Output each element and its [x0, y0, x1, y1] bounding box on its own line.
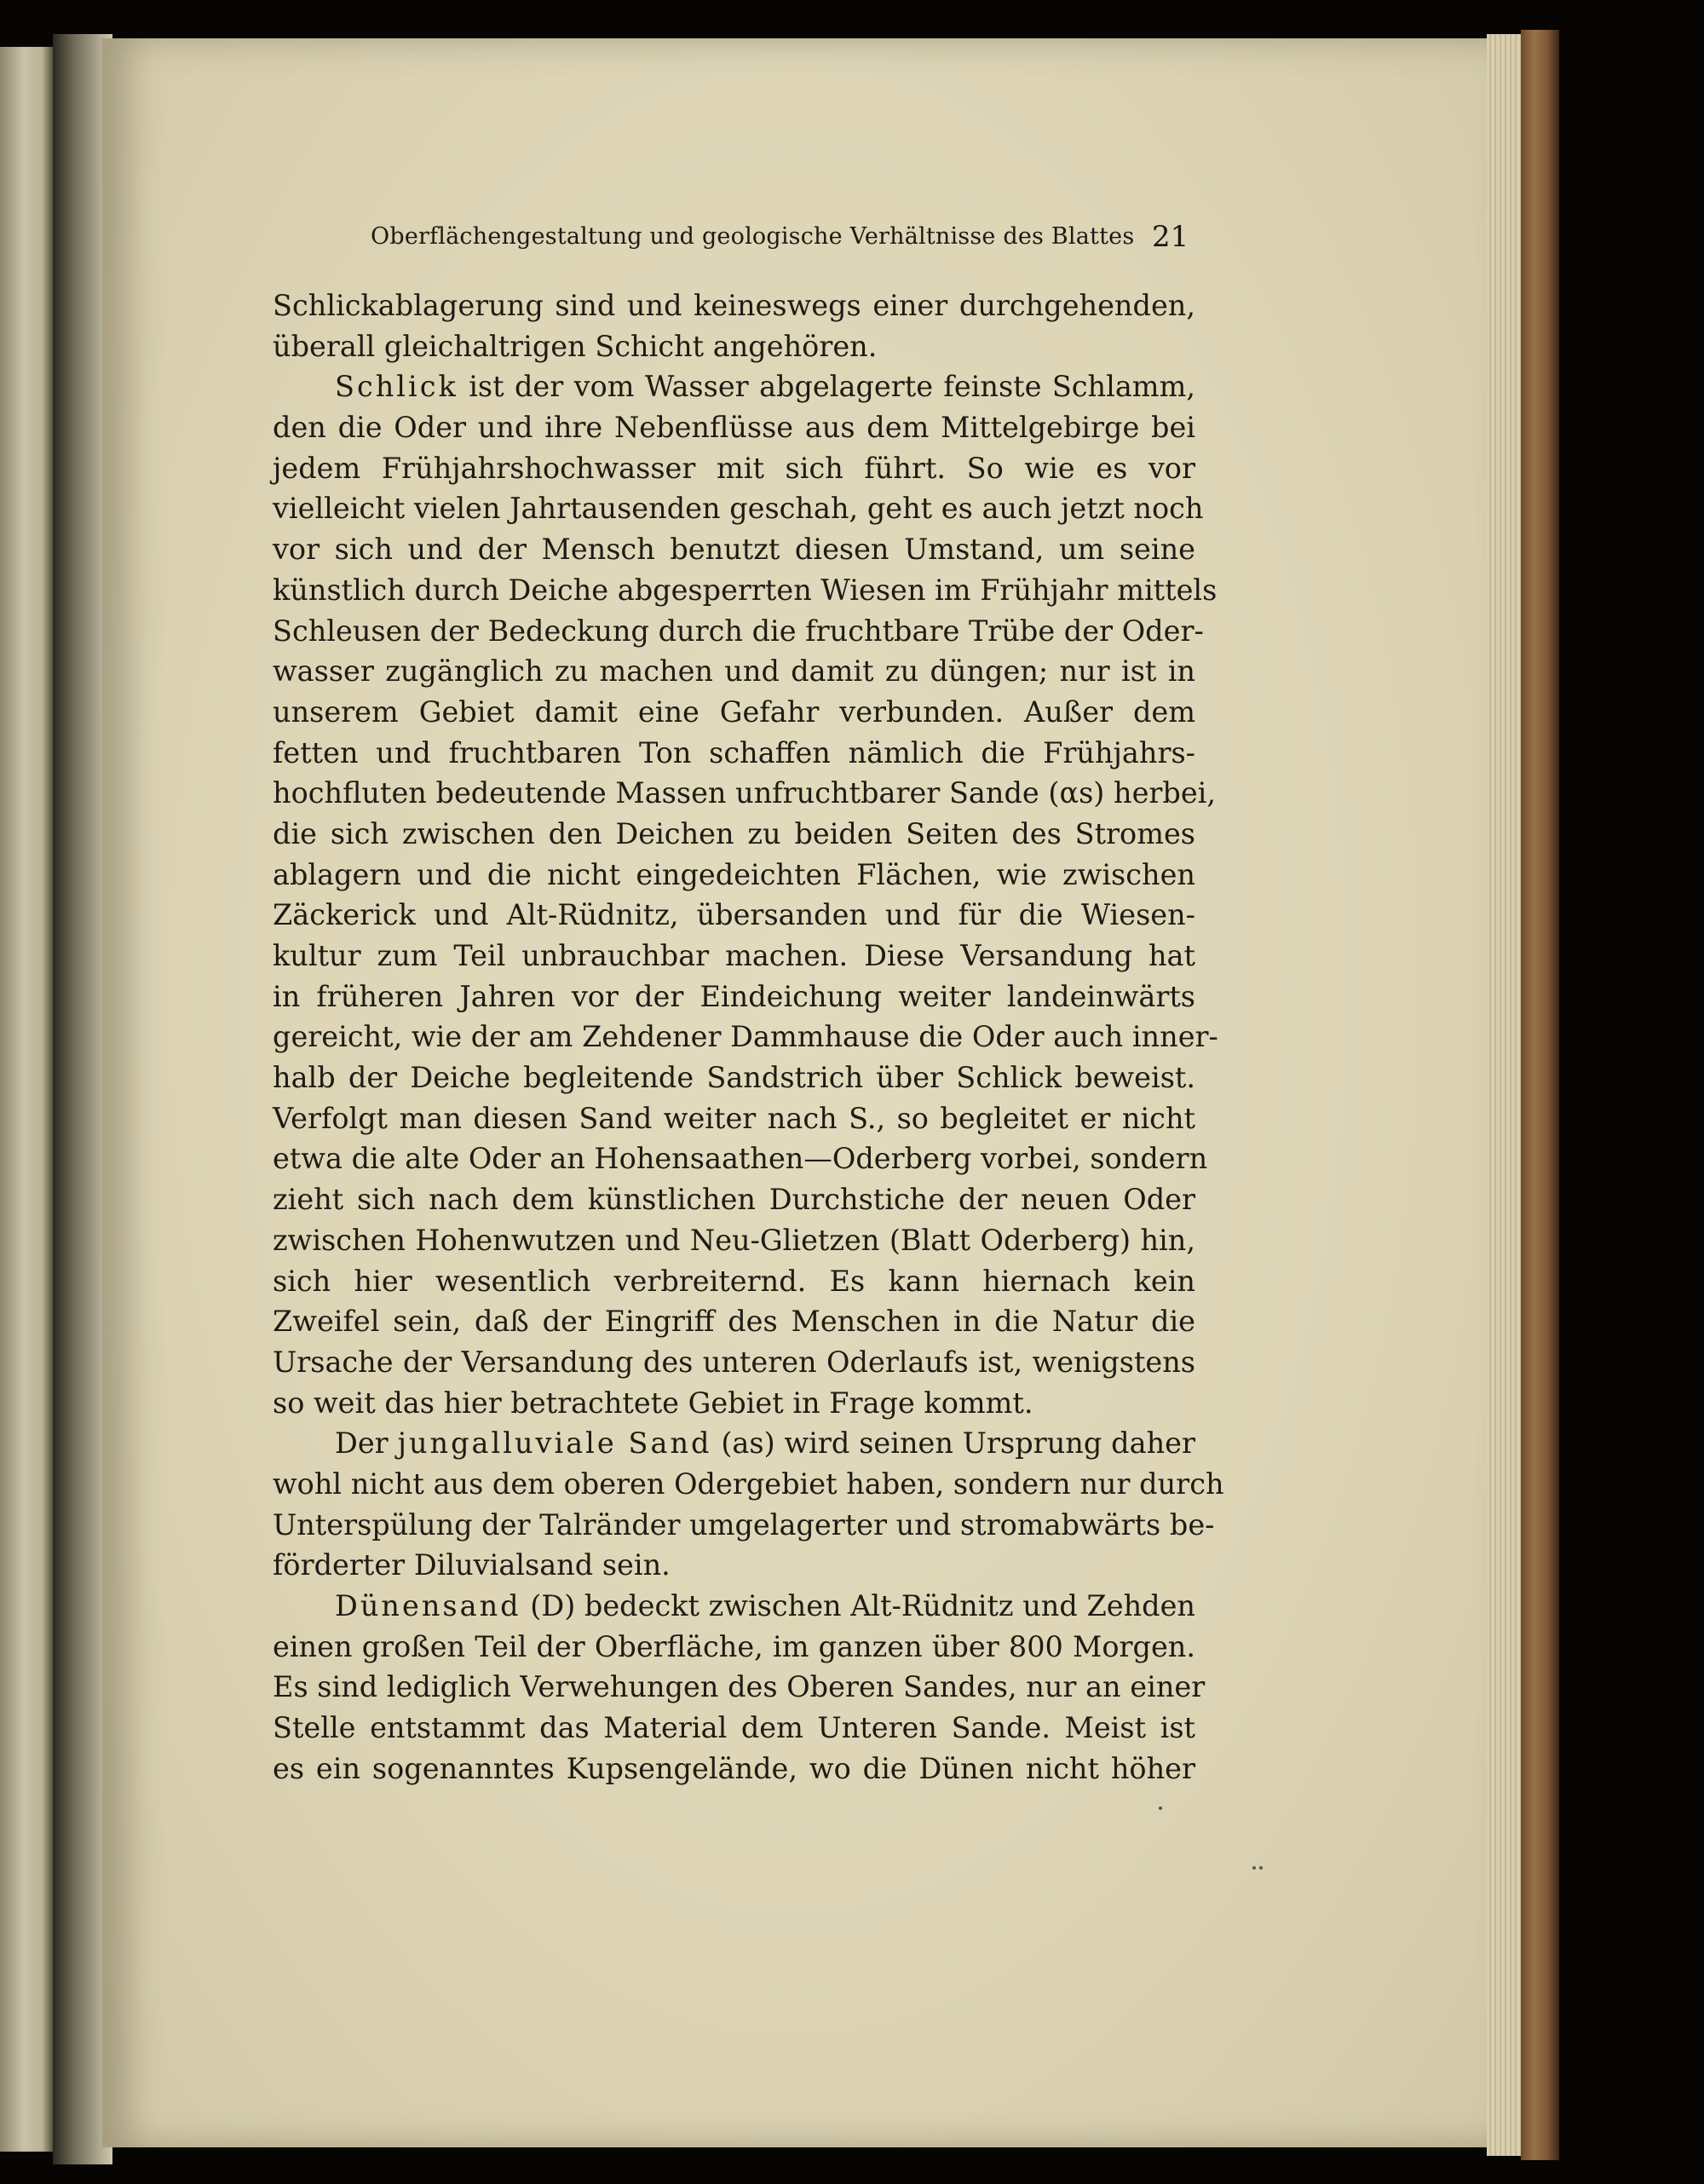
text-line: einen großen Teil der Oberfläche, im ganzen über 800 Morgen. [273, 1629, 1195, 1663]
text-line: Zäckerick und Alt-Rüdnitz, übersanden und für die Wiesen- [273, 898, 1195, 932]
text-line: unserem Gebiet damit eine Gefahr verbunden. Außer dem [273, 694, 1195, 729]
speck-mark [1259, 1866, 1263, 1870]
text-line: zieht sich nach dem künstlichen Durchstiche der neuen Oder [273, 1183, 1195, 1217]
text-line [273, 1586, 1195, 1627]
text-line: förderter Diluvialsand sein. [273, 1548, 671, 1582]
text-line: Ursache der Versandung des unteren Oderlaufs ist, wenigstens [273, 1345, 1195, 1379]
speck-mark [1159, 1807, 1162, 1810]
text-line: gereicht, wie der am Zehdener Dammhause die Oder auch inner- [273, 1020, 1218, 1054]
text-line [273, 1423, 1195, 1464]
text-fragment: (as) wird seinen Ursprung daher [711, 1426, 1195, 1461]
text-fragment: Der [335, 1426, 398, 1461]
text-line: Schleusen der Bedeckung durch die fruchtbare Trübe der Oder- [273, 614, 1204, 648]
text-line: Schlickablagerung sind und keineswegs einer durchgehenden, [273, 289, 1195, 322]
text-line: so weit das hier betrachtete Gebiet in Frage kommt. [273, 1386, 1033, 1420]
text-line: sich hier wesentlich verbreiternd. Es kann hiernach kein [273, 1264, 1195, 1298]
text-line: ablagern und die nicht eingedeichten Flächen, wie zwischen [273, 857, 1195, 891]
text-fragment: (D) bedeckt zwischen Alt-Rüdnitz und Zehden [521, 1589, 1195, 1622]
page-stack-edges [1487, 34, 1521, 2156]
text-line: künstlich durch Deiche abgesperrten Wiesen im Frühjahr mittels [273, 573, 1218, 607]
speck-mark [1252, 1866, 1256, 1870]
text-line: wasser zugänglich zu machen und damit zu düngen; nur ist in [273, 654, 1195, 689]
text-line: halb der Deiche begleitende Sandstrich über Schlick beweist. [273, 1061, 1195, 1095]
text-line: Stelle entstammt das Material dem Unteren Sande. Meist ist [273, 1711, 1195, 1745]
facing-page-edge [0, 47, 53, 2152]
text-line: Unterspülung der Talränder umgelagerter und stromabwärts be- [273, 1507, 1215, 1541]
text-line: überall gleichaltrigen Schicht angehören. [273, 329, 878, 363]
text-line: hochfluten bedeutende Massen unfruchtbarer Sande (αs) herbei, [273, 776, 1217, 810]
text-line: es ein sogenanntes Kupsengelände, wo die Dünen nicht höher [273, 1751, 1195, 1785]
text-line: vor sich und der Mensch benutzt diesen Umstand, um seine [273, 533, 1195, 567]
text-line: wohl nicht aus dem oberen Odergebiet haben, sondern nur durch [273, 1467, 1224, 1501]
text-line: in früheren Jahren vor der Eindeichung weiter landeinwärts [273, 979, 1195, 1013]
text-line: Verfolgt man diesen Sand weiter nach S., so begleitet er nicht [273, 1101, 1195, 1135]
term-schlick: Schlick [335, 370, 458, 404]
text-fragment: ist der vom Wasser abgelagerte feinste Schlamm, [458, 370, 1195, 404]
text-line: den die Oder und ihre Nebenflüsse aus dem Mittelgebirge bei [273, 411, 1195, 445]
text-line: kultur zum Teil unbrauchbar machen. Diese Versandung hat [273, 939, 1195, 972]
term-duenensand: Dünensand [335, 1589, 521, 1622]
text-line: vielleicht vielen Jahrtausenden geschah, geht es auch jetzt noch [273, 492, 1204, 526]
text-line: Zweifel sein, daß der Eingriff des Menschen in die Natur die [273, 1305, 1195, 1339]
page-number: 21 [1152, 220, 1189, 254]
text-line: etwa die alte Oder an Hohensaathen—Oderberg vorbei, sondern [273, 1142, 1208, 1176]
text-line: Es sind lediglich Verwehungen des Oberen Sandes, nur an einer [273, 1670, 1206, 1704]
body-text [273, 285, 1224, 1789]
text-line: die sich zwischen den Deichen zu beiden Seiten des Stromes [273, 816, 1195, 850]
text-line [273, 366, 1195, 407]
text-line: jedem Frühjahrshochwasser mit sich führt. So wie es vor [273, 451, 1195, 485]
text-line: zwischen Hohenwutzen und Neu-Glietzen (Blatt Oderberg) hin, [273, 1223, 1195, 1257]
running-head: Oberflächengestaltung und geologische Verhältnisse des Blattes [371, 223, 1135, 250]
text-line: fetten und fruchtbaren Ton schaffen nämlich die Frühjahrs- [273, 735, 1195, 769]
book-cover-edge [1521, 30, 1559, 2160]
term-jungalluviale-sand: jungalluviale Sand [397, 1426, 712, 1461]
